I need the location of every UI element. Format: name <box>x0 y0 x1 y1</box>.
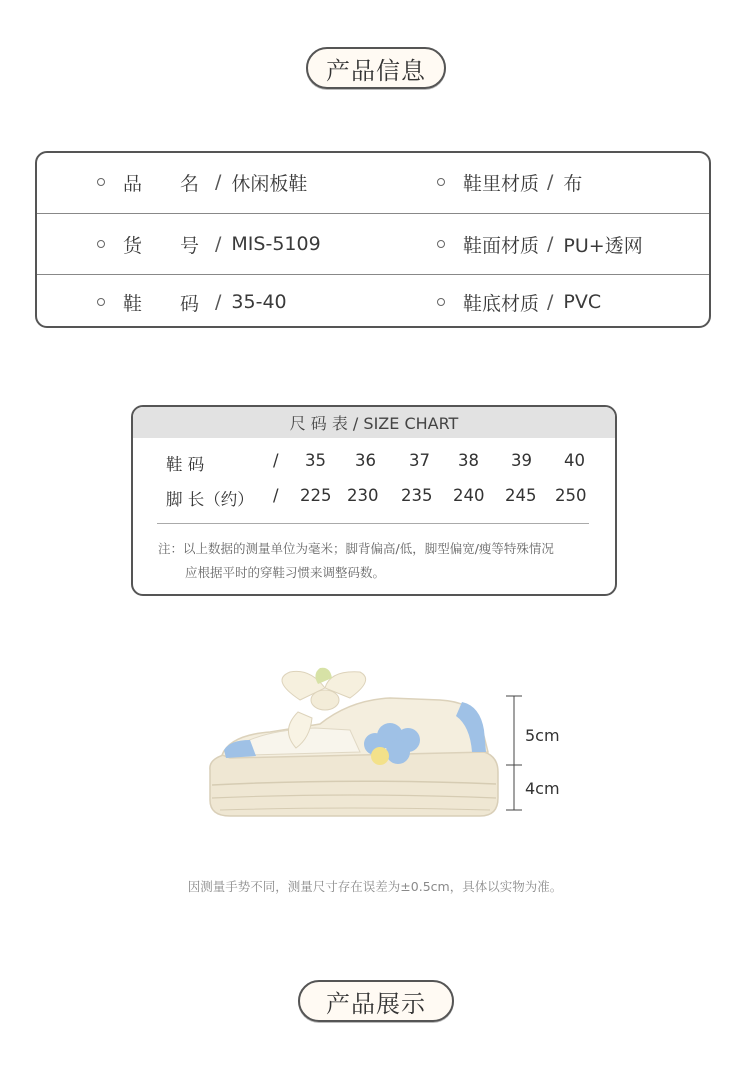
note-line: 注：以上数据的测量单位为毫米；脚背偏高/低，脚型偏宽/瘦等特殊情况 <box>158 541 554 556</box>
size-cell: 35 <box>305 451 326 470</box>
info-separator: / <box>547 291 554 313</box>
size-row-separator: / <box>273 451 279 470</box>
info-key: 鞋里材质 <box>463 172 540 195</box>
section-title-text: 产品展示 <box>326 989 426 1018</box>
info-key: 货 号 <box>123 234 200 257</box>
info-key: 鞋面材质 <box>463 234 540 257</box>
info-key: 鞋底材质 <box>463 292 540 315</box>
product-info-table <box>35 151 711 328</box>
info-cell-upper <box>437 214 643 274</box>
divider <box>157 523 589 524</box>
info-separator: / <box>215 291 222 313</box>
info-value: 休闲板鞋 <box>231 172 308 195</box>
size-chart-row <box>133 451 615 475</box>
size-chart-title: 尺 码 表 / SIZE CHART <box>133 407 615 438</box>
bullet-icon <box>97 298 105 306</box>
size-cell: 230 <box>347 486 379 505</box>
info-row <box>37 153 709 211</box>
info-separator: / <box>215 233 222 255</box>
size-cell: 240 <box>453 486 485 505</box>
size-row-label: 脚 长（约） <box>166 490 254 509</box>
size-cell: 37 <box>409 451 430 470</box>
size-cell: 38 <box>458 451 479 470</box>
info-cell-lining <box>437 153 582 211</box>
size-chart-note <box>158 537 554 585</box>
info-cell-sole <box>437 275 601 329</box>
info-key: 鞋 码 <box>123 292 200 315</box>
section-title-product-info <box>306 47 446 89</box>
sole-height-label: 4cm <box>525 779 560 798</box>
bullet-icon <box>437 178 445 186</box>
info-row <box>37 213 709 274</box>
info-separator: / <box>547 171 554 193</box>
info-key: 品 名 <box>123 172 200 195</box>
size-row-separator: / <box>273 486 279 505</box>
size-cell: 235 <box>401 486 433 505</box>
size-cell: 36 <box>355 451 376 470</box>
bullet-icon <box>97 240 105 248</box>
info-value: PU+透网 <box>563 234 643 257</box>
size-cell: 40 <box>564 451 585 470</box>
note-line: 应根据平时的穿鞋习惯来调整码数。 <box>185 565 386 580</box>
size-cell: 225 <box>300 486 332 505</box>
info-separator: / <box>215 171 222 193</box>
shoe-image <box>200 660 530 830</box>
measurement-disclaimer: 因测量手势不同，测量尺寸存在误差为±0.5cm，具体以实物为准。 <box>187 879 563 894</box>
size-cell: 39 <box>511 451 532 470</box>
section-title-text: 产品信息 <box>326 56 426 85</box>
size-row-label: 鞋 码 <box>166 455 205 474</box>
upper-height-label: 5cm <box>525 726 560 745</box>
bullet-icon <box>97 178 105 186</box>
size-chart <box>131 405 617 596</box>
info-value: 35-40 <box>231 291 287 313</box>
section-title-product-display <box>298 980 454 1022</box>
info-row <box>37 274 709 329</box>
info-cell-name <box>97 153 307 211</box>
info-value: 布 <box>563 172 583 195</box>
size-cell: 250 <box>555 486 587 505</box>
info-value: PVC <box>563 291 602 313</box>
size-chart-row <box>133 486 615 510</box>
bullet-icon <box>437 240 445 248</box>
size-cell: 245 <box>505 486 537 505</box>
info-cell-sku <box>97 214 321 274</box>
info-separator: / <box>547 233 554 255</box>
bullet-icon <box>437 298 445 306</box>
info-value: MIS-5109 <box>231 233 321 255</box>
info-cell-size <box>97 275 287 329</box>
